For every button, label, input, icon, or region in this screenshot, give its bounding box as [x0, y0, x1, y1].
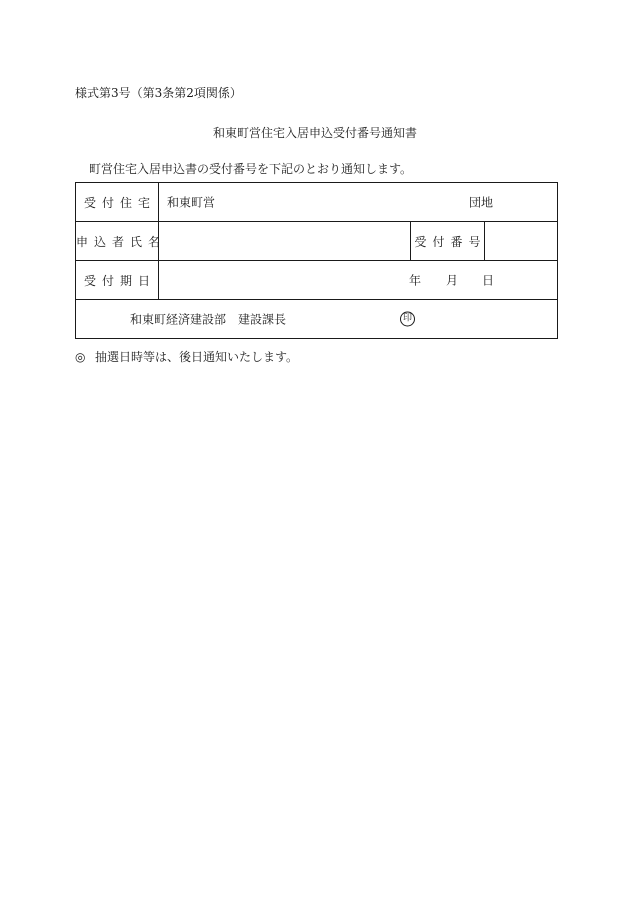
- date-year-label: 年: [409, 273, 422, 288]
- applicant-name-label: 申込者氏名: [76, 222, 159, 261]
- footnote-text: 抽選日時等は、後日通知いたします。: [95, 350, 299, 364]
- housing-value-cell: [159, 183, 558, 222]
- document-title: 和東町営住宅入居申込受付番号通知書: [212, 126, 417, 140]
- receipt-date-label: 受付期日: [76, 261, 159, 300]
- form-number: 様式第3号（第3条第2項関係）: [75, 86, 242, 100]
- date-day-label: 日: [482, 273, 495, 288]
- row-housing: [76, 183, 558, 222]
- row-issuer: [76, 300, 558, 339]
- date-month-label: 月: [446, 273, 459, 288]
- double-circle-icon: ◎: [75, 350, 86, 364]
- row-applicant: [76, 222, 558, 261]
- seal-mark: 印: [400, 312, 415, 327]
- footnote: [75, 348, 298, 365]
- issuer-cell: [76, 300, 558, 339]
- receipt-date-cell: [159, 261, 558, 300]
- housing-suffix: 団地: [469, 195, 494, 210]
- notice-table: [75, 182, 558, 339]
- receipt-number-label: 受付番号: [411, 222, 485, 261]
- row-date: [76, 261, 558, 300]
- housing-label: 受付住宅: [76, 183, 159, 222]
- applicant-name-field: [159, 222, 411, 261]
- issuer-name: 和東町経済建設部 建設課長: [130, 312, 287, 327]
- housing-prefix: 和東町営: [167, 195, 216, 210]
- intro-text: 町営住宅入居申込書の受付番号を下記のとおり通知します。: [89, 162, 413, 176]
- receipt-number-field: [485, 222, 558, 261]
